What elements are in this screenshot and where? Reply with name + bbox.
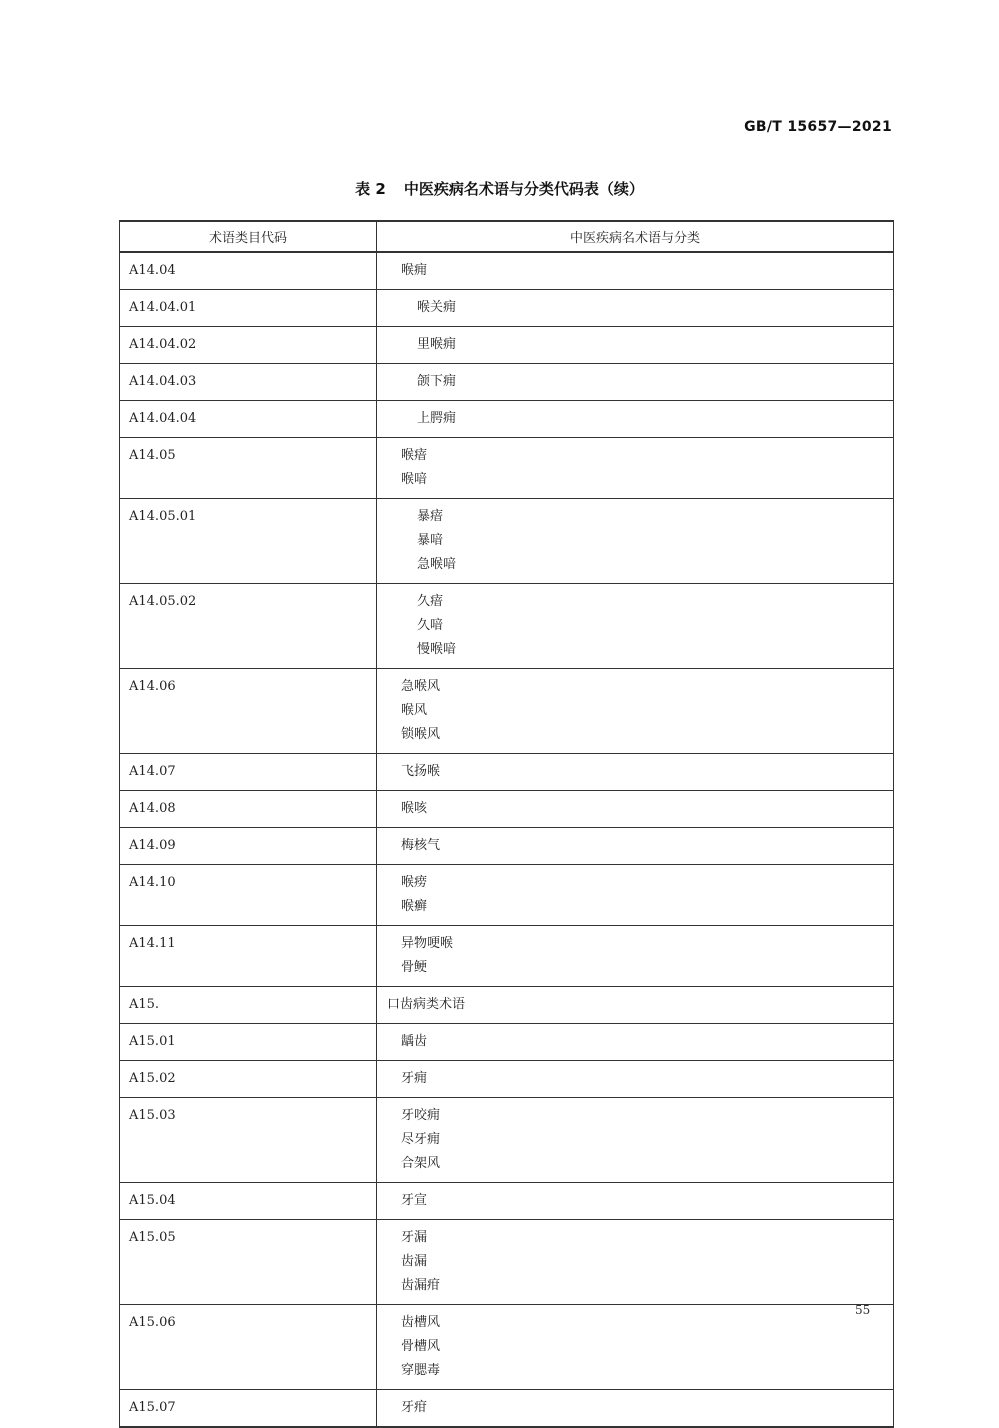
term-code: A14.08 xyxy=(120,791,377,828)
term-name: 急喉喑 xyxy=(417,557,457,572)
term-names-cell xyxy=(377,987,894,1024)
term-code: A14.05 xyxy=(120,438,377,499)
term-names-cell xyxy=(377,438,894,499)
table-caption xyxy=(0,178,999,199)
term-name: 喉癣 xyxy=(401,899,428,914)
table-caption-title: 中医疾病名术语与分类代码表（续） xyxy=(403,180,644,198)
term-code: A15.04 xyxy=(120,1183,377,1220)
table-row xyxy=(120,669,894,754)
term-name: 尽牙痈 xyxy=(401,1132,441,1147)
term-names-cell xyxy=(377,584,894,669)
term-names-cell xyxy=(377,499,894,584)
term-names-cell xyxy=(377,1220,894,1305)
term-code: A15. xyxy=(120,987,377,1024)
term-name: 喉瘖 xyxy=(401,448,428,463)
term-names-cell xyxy=(377,1098,894,1183)
term-name: 牙咬痈 xyxy=(401,1108,441,1123)
term-name: 骨鲠 xyxy=(401,960,428,975)
term-name: 喉喑 xyxy=(401,472,428,487)
table-row xyxy=(120,1061,894,1098)
column-header-terms: 中医疾病名术语与分类 xyxy=(377,221,894,252)
term-name: 暴瘖 xyxy=(417,509,444,524)
term-names-cell xyxy=(377,327,894,364)
term-name: 喉痈 xyxy=(401,263,428,278)
term-name: 骨槽风 xyxy=(401,1339,441,1354)
term-code: A14.04.02 xyxy=(120,327,377,364)
term-name: 喉风 xyxy=(401,703,428,718)
term-code: A15.05 xyxy=(120,1220,377,1305)
table-header-row xyxy=(120,221,894,252)
term-name: 合架风 xyxy=(401,1156,441,1171)
term-code: A15.06 xyxy=(120,1305,377,1390)
table-row xyxy=(120,754,894,791)
term-name: 锁喉风 xyxy=(401,727,441,742)
table-row xyxy=(120,987,894,1024)
table-row xyxy=(120,438,894,499)
term-names-cell xyxy=(377,290,894,327)
term-name: 急喉风 xyxy=(401,679,441,694)
table-row xyxy=(120,1390,894,1428)
term-names-cell xyxy=(377,865,894,926)
table-row xyxy=(120,1098,894,1183)
term-code: A14.04.01 xyxy=(120,290,377,327)
table-row xyxy=(120,401,894,438)
table-row xyxy=(120,252,894,290)
table-row xyxy=(120,1305,894,1390)
term-names-cell xyxy=(377,1024,894,1061)
term-name: 牙宣 xyxy=(401,1193,428,1208)
table-body xyxy=(120,252,894,1427)
term-names-cell xyxy=(377,1390,894,1428)
term-name: 喉痨 xyxy=(401,875,428,890)
term-names-cell xyxy=(377,364,894,401)
table-row xyxy=(120,1024,894,1061)
term-names-cell xyxy=(377,252,894,290)
term-name: 喉咳 xyxy=(401,801,428,816)
term-names-cell xyxy=(377,791,894,828)
term-name: 口齿病类术语 xyxy=(387,997,466,1012)
term-names-cell xyxy=(377,828,894,865)
term-name: 穿腮毒 xyxy=(401,1363,441,1378)
term-code: A15.02 xyxy=(120,1061,377,1098)
term-name: 久瘖 xyxy=(417,594,444,609)
term-code: A14.05.02 xyxy=(120,584,377,669)
term-code: A15.07 xyxy=(120,1390,377,1428)
term-code: A14.09 xyxy=(120,828,377,865)
term-names-cell xyxy=(377,1305,894,1390)
term-name: 久喑 xyxy=(417,618,444,633)
term-code: A14.04.03 xyxy=(120,364,377,401)
term-name: 慢喉喑 xyxy=(417,642,457,657)
term-names-cell xyxy=(377,669,894,754)
term-name: 喉关痈 xyxy=(417,300,457,315)
term-names-cell xyxy=(377,1183,894,1220)
term-name: 齿漏 xyxy=(401,1254,428,1269)
table-row xyxy=(120,1183,894,1220)
table-row xyxy=(120,828,894,865)
term-name: 梅核气 xyxy=(401,838,441,853)
term-name: 齿漏疳 xyxy=(401,1278,441,1293)
term-code: A15.03 xyxy=(120,1098,377,1183)
column-header-code: 术语类目代码 xyxy=(120,221,377,252)
term-name: 颌下痈 xyxy=(417,374,457,389)
term-names-cell xyxy=(377,401,894,438)
table-row xyxy=(120,327,894,364)
term-code: A14.05.01 xyxy=(120,499,377,584)
term-code: A14.11 xyxy=(120,926,377,987)
term-code: A14.06 xyxy=(120,669,377,754)
term-name: 齿槽风 xyxy=(401,1315,441,1330)
table-row xyxy=(120,791,894,828)
term-code: A14.10 xyxy=(120,865,377,926)
table-row xyxy=(120,865,894,926)
table-caption-number: 表 2 xyxy=(355,180,386,198)
term-name: 牙痈 xyxy=(401,1071,428,1086)
term-name: 上腭痈 xyxy=(417,411,457,426)
table-row xyxy=(120,290,894,327)
terms-table xyxy=(119,220,894,1428)
term-name: 牙疳 xyxy=(401,1400,428,1415)
term-name: 龋齿 xyxy=(401,1034,428,1049)
term-code: A15.01 xyxy=(120,1024,377,1061)
term-name: 牙漏 xyxy=(401,1230,428,1245)
term-code: A14.04.04 xyxy=(120,401,377,438)
standard-number: GB/T 15657—2021 xyxy=(744,119,892,135)
term-name: 里喉痈 xyxy=(417,337,457,352)
term-name: 飞扬喉 xyxy=(401,764,441,779)
term-names-cell xyxy=(377,926,894,987)
page-number: 55 xyxy=(855,1303,871,1317)
term-names-cell xyxy=(377,754,894,791)
table-row xyxy=(120,364,894,401)
term-code: A14.04 xyxy=(120,252,377,290)
term-name: 暴喑 xyxy=(417,533,444,548)
table-row xyxy=(120,1220,894,1305)
table-row xyxy=(120,926,894,987)
term-names-cell xyxy=(377,1061,894,1098)
table-row xyxy=(120,499,894,584)
table-row xyxy=(120,584,894,669)
term-code: A14.07 xyxy=(120,754,377,791)
term-name: 异物哽喉 xyxy=(401,936,454,951)
